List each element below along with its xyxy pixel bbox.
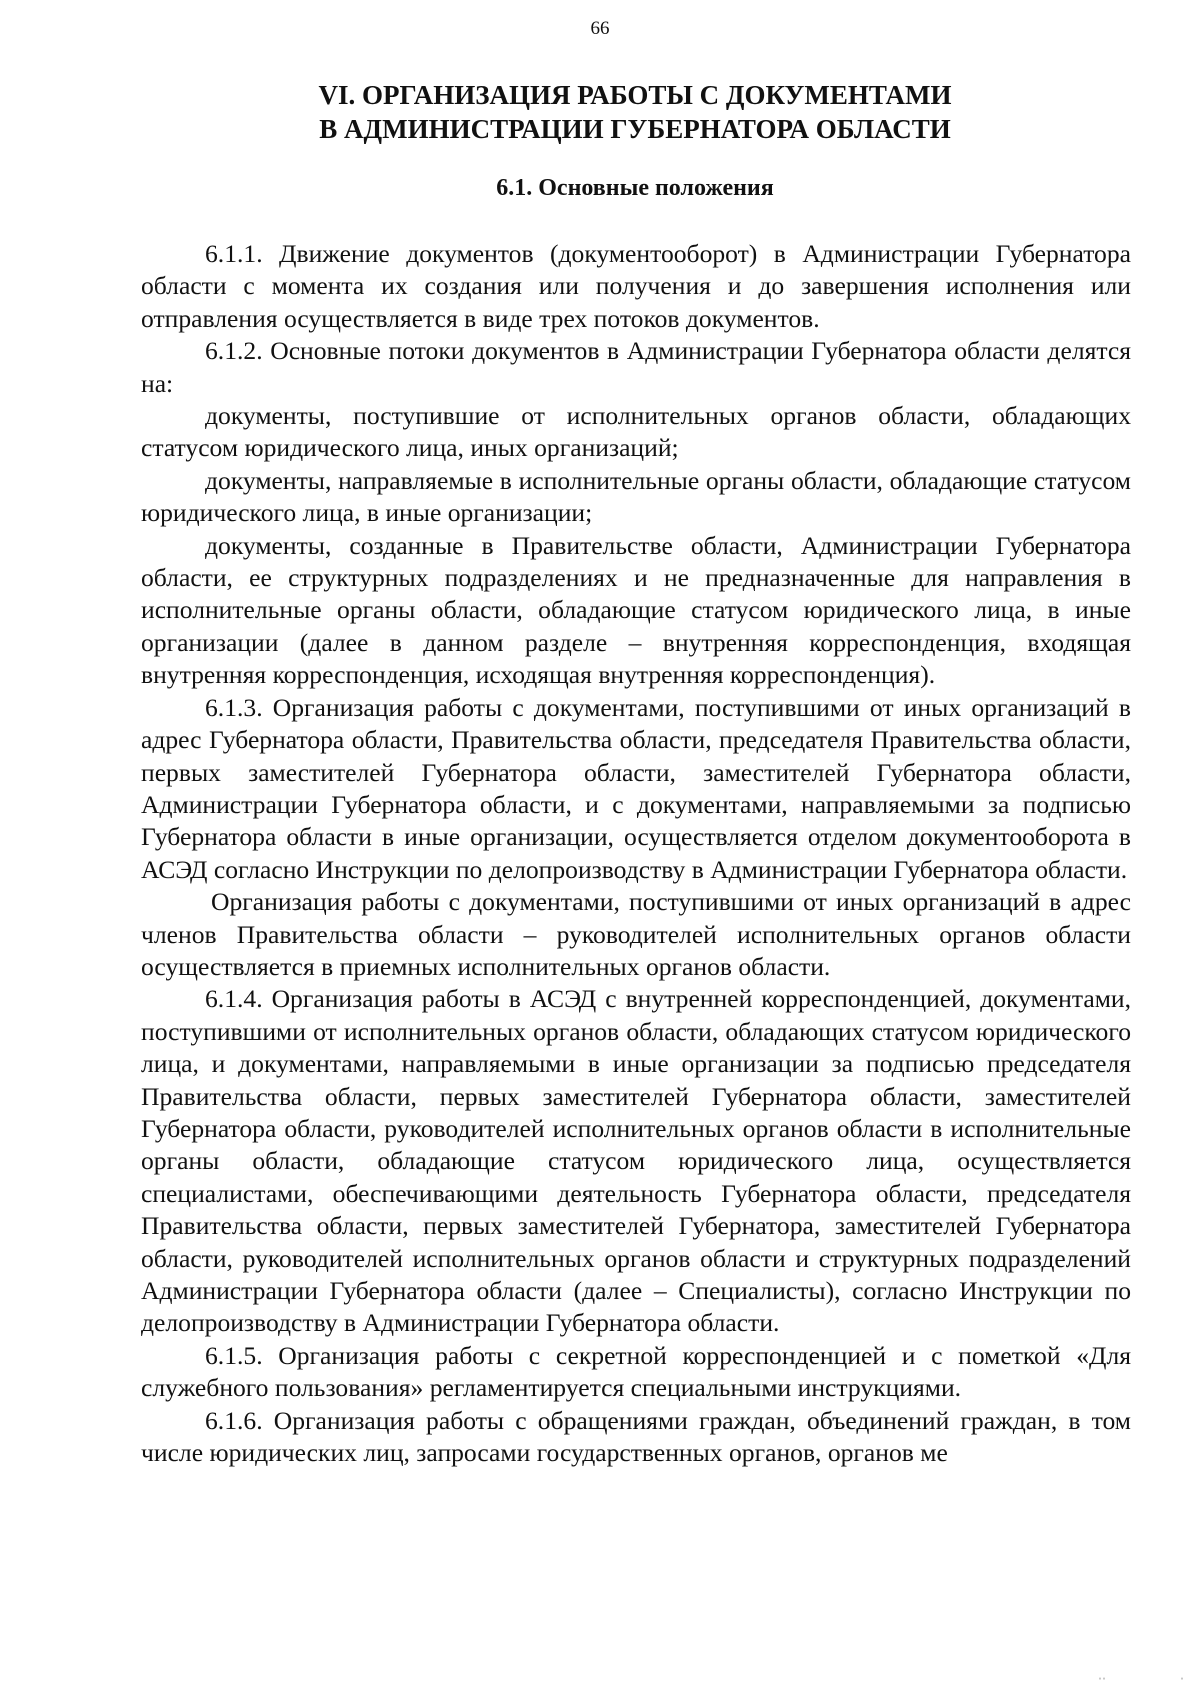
paragraph-6-1-3-continued: Организация работы с документами, поступившими от иных организаций в адрес членов Правительства области – руководителей исполнительных органов области осуществляется в приемных исполнительных органов области. xyxy=(141,887,1131,981)
section-title-line-2: В АДМИНИСТРАЦИИ ГУБЕРНАТОРА ОБЛАСТИ xyxy=(319,114,951,144)
section-title xyxy=(140,78,1130,146)
paragraph-6-1-4: 6.1.4. Организация работы в АСЭД с внутренней корреспонденцией, документами, поступившими от исполнительных органов области, обладающих статусом юридического лица, и документами, направляемыми в иные организации за подписью председателя Правительства области, первых заместителей Губернатора области, заместителей Губернатора области, руководителей исполнительных органов области в исполнительные органы области, обладающие статусом юридического лица, осуществляется специалистами, обеспечивающими деятельность Губернатора области, председателя Правительства области, первых заместителей Губернатора, заместителей Губернатора области, руководителей исполнительных органов области и структурных подразделений Администрации Губернатора области (далее – Специалисты), согласно Инструкции по делопроизводству в Администрации Губернатора области. xyxy=(141,984,1131,1338)
paragraph-6-1-1: 6.1.1. Движение документов (документооборот) в Администрации Губернатора области с момента их создания или получения и до завершения исполнения или отправления осуществляется в виде трех потоков документов. xyxy=(141,239,1131,333)
paragraph-6-1-6: 6.1.6. Организация работы с обращениями граждан, объединений граждан, в том числе юридических лиц, запросами государственных органов, органов ме xyxy=(141,1405,1131,1468)
list-item-incoming: документы, поступившие от исполнительных органов области, обладающих статусом юридического лица, иных организаций; xyxy=(141,401,1131,463)
scan-artifact: ˈ xyxy=(1180,1675,1184,1689)
subsection-title: 6.1. Основные положения xyxy=(496,175,774,201)
paragraph-6-1-3: 6.1.3. Организация работы с документами, поступившими от иных организаций в адрес Губернатора области, Правительства области, председателя Правительства области, первых заместителей Губернатора области, заместителей Губернатора области, Администрации Губернатора области, и с документами, направляемыми за подписью Губернатора области в иные организации, осуществляется отделом документооборота в АСЭД согласно Инструкции по делопроизводству в Администрации Губернатора области. xyxy=(141,692,1131,884)
paragraph-6-1-2: 6.1.2. Основные потоки документов в Администрации Губернатора области делятся на: xyxy=(141,336,1131,398)
body-text xyxy=(141,238,1131,1469)
list-item-outgoing: документы, направляемые в исполнительные органы области, обладающие статусом юридического лица, в иные организации; xyxy=(141,465,1131,528)
section-title-line-1: VI. ОРГАНИЗАЦИЯ РАБОТЫ С ДОКУМЕНТАМИ xyxy=(318,80,952,110)
paragraph-6-1-5: 6.1.5. Организация работы с секретной корреспонденцией и с пометкой «Для служебного пользования» регламентируется специальными инструкциями. xyxy=(141,1340,1131,1403)
scan-artifact: ˈˈ xyxy=(1098,1675,1106,1689)
page-number: 66 xyxy=(590,18,610,39)
list-item-internal: документы, созданные в Правительстве области, Администрации Губернатора области, ее структурных подразделениях и не предназначенные для направления в исполнительные органы области, обладающие статусом юридического лица, в иные организации (далее в данном разделе – внутренняя корреспонденция, входящая внутренняя корреспонденция, исходящая внутренняя корреспонденция). xyxy=(141,530,1131,690)
